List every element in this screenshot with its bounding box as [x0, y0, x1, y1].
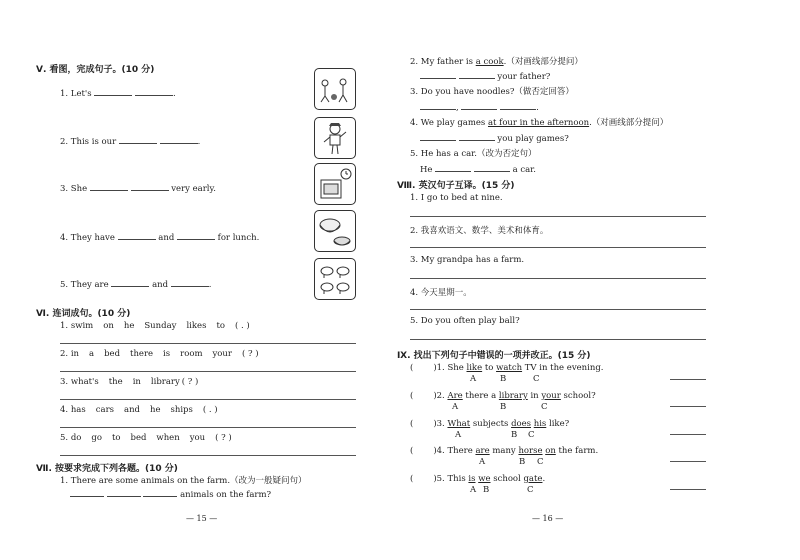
s9-2-letter-b: B [500, 402, 507, 412]
s9-item-1[interactable]: ( )1. She like to watch TV in the evening. [410, 363, 604, 373]
s7-item-1: 1. There are some animals on the farm.（改为一般疑问句） [60, 476, 307, 486]
section-8-heading: Ⅷ. 英汉句子互译。(15 分) [397, 181, 515, 191]
s9-1-letter-b: B [500, 374, 507, 384]
food-bowls-icon [314, 210, 356, 252]
s6-answer-line-5[interactable] [60, 455, 356, 456]
page-number-right: — 16 — [532, 514, 564, 523]
s9-2-letter-c: C [541, 402, 548, 412]
s5-3-blank-a[interactable] [90, 181, 128, 191]
s7-3-blank-a[interactable] [420, 100, 456, 110]
s9-item-4[interactable]: ( )4. There are many horse on the farm. [410, 446, 599, 456]
s6-answer-line-3[interactable] [60, 399, 356, 400]
page-number-left: — 15 — [186, 514, 218, 523]
s7-item-1-answer: animals on the farm? [70, 487, 271, 500]
s9-5-letter-a: A [470, 485, 477, 495]
s9-correction-line-2[interactable] [670, 406, 706, 407]
s7-item-2: 2. My father is a cook.（对画线部分提问） [410, 57, 583, 67]
s9-3-letter-b: B [511, 430, 518, 440]
s5-1-blank-b[interactable] [135, 86, 173, 96]
s9-5-letter-b: B [483, 485, 490, 495]
s7-2-blank-a[interactable] [420, 69, 456, 79]
s7-1-blank-c[interactable] [143, 487, 177, 497]
s8-item-4: 4. 今天星期一。 [410, 288, 472, 298]
s9-5-letter-c: C [527, 485, 534, 495]
s5-2-blank-b[interactable] [160, 134, 198, 144]
s9-2-letter-a: A [452, 402, 459, 412]
boy-icon [314, 117, 356, 159]
section-5-heading: Ⅴ. 看图，完成句子。(10 分) [36, 65, 155, 75]
s9-correction-line-3[interactable] [670, 434, 706, 435]
s9-item-5[interactable]: ( )5. This is we school gate. [410, 474, 546, 484]
s9-item-2[interactable]: ( )2. Are there a library in your school? [410, 391, 596, 401]
s7-2-blank-b[interactable] [459, 69, 495, 79]
s6-answer-line-2[interactable] [60, 371, 356, 372]
s9-3-letter-a: A [455, 430, 462, 440]
s7-item-3: 3. Do you have noodles?（做否定回答） [410, 87, 574, 97]
s5-1-blank-a[interactable] [94, 86, 132, 96]
section-9-heading: Ⅸ. 找出下列句子中错误的一项并改正。(15 分) [397, 351, 591, 361]
s6-item-1: 1. swim on he Sunday likes to ( . ) [60, 321, 250, 331]
s8-answer-line-5[interactable] [410, 339, 706, 340]
play-scene-icon [314, 68, 356, 110]
s8-answer-line-3[interactable] [410, 278, 706, 279]
section-6-heading: Ⅵ. 连词成句。(10 分) [36, 309, 131, 319]
s6-item-2: 2. in a bed there is room your ( ? ) [60, 349, 259, 359]
s9-correction-line-4[interactable] [670, 461, 706, 462]
s7-5-blank-a[interactable] [435, 162, 471, 172]
s5-item-2: 2. This is our . [60, 134, 200, 147]
s7-3-blank-c[interactable] [500, 100, 536, 110]
s9-1-letter-c: C [533, 374, 540, 384]
s5-item-4: 4. They have and for lunch. [60, 230, 259, 243]
s7-item-3-answer: , . [420, 100, 539, 113]
s5-2-blank-a[interactable] [119, 134, 157, 144]
s7-item-2-answer: your father? [420, 69, 550, 82]
s9-correction-line-5[interactable] [670, 489, 706, 490]
bed-clock-icon [314, 163, 356, 205]
s5-4-blank-a[interactable] [118, 230, 156, 240]
s6-item-5: 5. do go to bed when you ( ? ) [60, 433, 232, 443]
s9-item-3[interactable]: ( )3. What subjects does his like? [410, 419, 570, 429]
s7-4-blank-a[interactable] [420, 131, 456, 141]
s8-answer-line-1[interactable] [410, 216, 706, 217]
s7-5-blank-b[interactable] [474, 162, 510, 172]
s5-4-blank-b[interactable] [177, 230, 215, 240]
s5-item-3: 3. She very early. [60, 181, 216, 194]
s5-5-blank-b[interactable] [171, 277, 209, 287]
s7-1-blank-a[interactable] [70, 487, 104, 497]
s5-3-blank-b[interactable] [131, 181, 169, 191]
s9-3-letter-c: C [528, 430, 535, 440]
s8-answer-line-2[interactable] [410, 247, 706, 248]
s7-1-blank-b[interactable] [107, 487, 141, 497]
s6-item-3: 3. what's the in library ( ? ) [60, 377, 199, 387]
s7-3-blank-b[interactable] [461, 100, 497, 110]
s8-item-3: 3. My grandpa has a farm. [410, 255, 525, 265]
s6-answer-line-1[interactable] [60, 343, 356, 344]
s6-answer-line-4[interactable] [60, 427, 356, 428]
s5-item-1: 1. Let's . [60, 86, 176, 99]
s6-item-4: 4. has cars and he ships ( . ) [60, 405, 218, 415]
farm-animals-icon [314, 258, 356, 300]
s7-item-4: 4. We play games at four in the afternoon.（对画线部分提问） [410, 118, 669, 128]
s8-item-1: 1. I go to bed at nine. [410, 193, 503, 203]
s9-1-letter-a: A [470, 374, 477, 384]
s5-item-5: 5. They are and . [60, 277, 211, 290]
s9-4-letter-a: A [479, 457, 486, 467]
s8-item-2: 2. 我喜欢语文、数学、美术和体育。 [410, 226, 549, 236]
s7-item-4-answer: you play games? [420, 131, 569, 144]
s9-correction-line-1[interactable] [670, 379, 706, 380]
s9-4-letter-c: C [537, 457, 544, 467]
s7-item-5: 5. He has a car.（改为否定句） [410, 149, 537, 159]
s8-answer-line-4[interactable] [410, 309, 706, 310]
s5-5-blank-a[interactable] [111, 277, 149, 287]
s7-item-5-answer: He a car. [420, 162, 536, 175]
section-7-heading: Ⅶ. 按要求完成下列各题。(10 分) [36, 464, 178, 474]
s7-4-blank-b[interactable] [459, 131, 495, 141]
s9-4-letter-b: B [519, 457, 526, 467]
s8-item-5: 5. Do you often play ball? [410, 316, 520, 326]
